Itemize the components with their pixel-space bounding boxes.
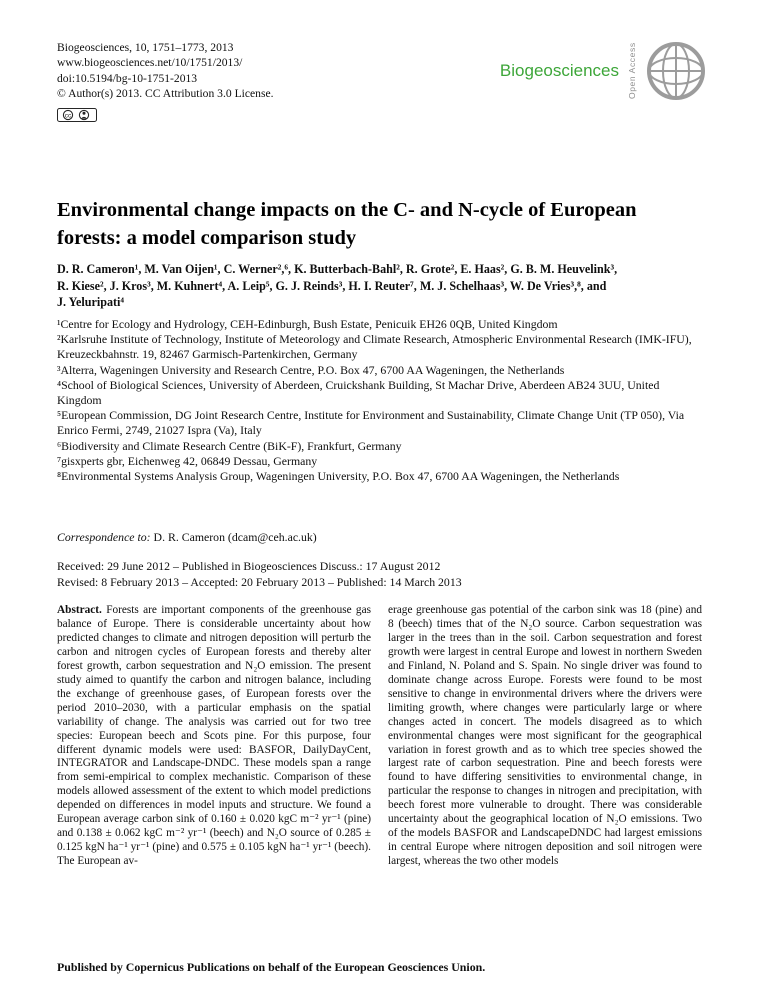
dates-block [57,558,703,590]
title-line-2: forests: a model comparison study [57,226,357,249]
affiliation: ⁸Environmental Systems Analysis Group, Wageningen University, P.O. Box 47, 6700 AA Wageningen, the Netherlands [57,469,620,484]
egu-globe-logo [645,40,707,102]
author-line: D. R. Cameron¹, M. Van Oijen¹, C. Werner²,⁶, K. Butterbach-Bahl², R. Grote², E. Haas², G. B. M. Heuvelink³, [57,262,618,276]
affiliation: ⁵European Commission, DG Joint Research Centre, Institute for Environment and Sustainability, Climate Change Unit (TP 050), Via Enrico Fermi, 2749, 21027 Ispra (Va), Italy [57,408,685,438]
publisher-footer: Published by Copernicus Publications on behalf of the European Geosciences Union. [57,960,486,974]
received-published-line: Received: 29 June 2012 – Published in Biogeosciences Discuss.: 17 August 2012 [57,559,441,573]
correspondence-contact[interactable]: D. R. Cameron (dcam@ceh.ac.uk) [153,530,317,544]
abstract-left-column [57,604,371,869]
journal-name: Biogeosciences [499,61,619,80]
journal-citation: Biogeosciences, 10, 1751–1773, 2013 [57,41,234,54]
affiliation: ³Alterra, Wageningen University and Research Centre, P.O. Box 47, 6700 AA Wageningen, the Netherlands [57,362,565,377]
author-line: R. Kiese², J. Kros³, M. Kuhnert⁴, A. Leip⁵, G. J. Reinds³, H. I. Reuter⁷, M. J. Schelhaas³, W. De Vries³,⁸, and [57,278,607,293]
abstract-right-column [388,604,702,869]
svg-text:cc: cc [64,112,72,120]
affiliation: ¹Centre for Ecology and Hydrology, CEH-Edinburgh, Bush Estate, Penicuik EH26 0QB, United Kingdom [57,317,558,331]
paper-url[interactable]: www.biogeosciences.net/10/1751/2013/ [57,56,243,70]
affiliation: ²Karlsruhe Institute of Technology, Institute of Meteorology and Climate Research, Atmospheric Environmental Research (IMK-IFU), Kreuzeckbahnstr. 19, 82467 Garmisch-Partenkirchen, Germany [57,332,692,362]
abstract-section [57,604,703,869]
affiliation: ⁷gisxperts gbr, Eichenweg 42, 06849 Dessau, Germany [57,453,318,468]
author-list [57,261,707,311]
title-line-1: Environmental change impacts on the C- and N-cycle of European [57,199,637,221]
correspondence-label: Correspondence to: [57,530,151,544]
license-line: © Author(s) 2013. CC Attribution 3.0 License. [57,86,274,100]
affiliation-list [57,317,703,484]
affiliation: ⁶Biodiversity and Climate Research Centre (BiK-F), Frankfurt, Germany [57,438,402,453]
abstract-label: Abstract. [57,604,102,616]
cc-by-badge-icon[interactable] [57,108,97,126]
affiliation: ⁴School of Biological Sciences, University of Aberdeen, Cruickshank Building, St Machar Drive, Aberdeen AB24 3UU, United Kingdom [57,377,660,408]
correspondence-line [57,530,703,545]
open-access-label: Open Access [627,42,637,100]
journal-brand [500,38,707,104]
paper-title [57,197,703,252]
citation-block [57,40,274,126]
abstract-left-text: Forests are important components of the greenhouse gas balance of Europe. There is considerable uncertainty about how predicted changes to climate and nitrogen deposition will perturb the carbon and nitrogen cycles of European forests and thereby alter forest growth, carbon sequestration and N₂O emission. The present study aimed to quantify the carbon and nitrogen balance, including the exchange of greenhouse gases, of European forests over the period 2010–2030, with a particular emphasis on the spatial variability of change. The analysis was carried out for two tree species: European beech and Scots pine. For this purpose, four different dynamic models were used: BASFOR, DailyDayCent, INTEGRATOR and Landscape-DNDC. These models span a range from semi-empirical to complex mechanistic. Comparison of these models allowed assessment of the extent to which model predictions depended on differences in model inputs and structure. We found a European average carbon sink of 0.160 ± 0.020 kgC m⁻² yr⁻¹ (pine) and 0.138 ± 0.062 kgC m⁻² yr⁻¹ (beech) and N₂O source of 0.285 ± 0.125 kgN ha⁻¹ yr⁻¹ (pine) and 0.575 ± 0.105 kgN ha⁻¹ yr⁻¹ (beech). The European av- [57,604,371,868]
revised-accepted-line: Revised: 8 February 2013 – Accepted: 20 February 2013 – Published: 14 March 2013 [57,575,462,590]
author-line: J. Yeluripati⁴ [57,295,125,310]
abstract-right-text: erage greenhouse gas potential of the carbon sink was 18 (pine) and 8 (beech) times that of the N₂O source. Carbon sequestration was larger in the trees than in the soil. Carbon sequestration and forest growth were largest in central Europe and lowest in northern Sweden and Finland, N. Poland and S. Spain. No single driver was found to dominate change across Europe. Forests were found to be most sensitive to change in environmental drivers where the drivers were limiting growth, where changes were particularly large or where changes acted in concert. The models disagreed as to which environmental changes were most significant for the geographical variation in forest growth and as to which tree species showed the largest rate of carbon sequestration. Pine and beech forests were found to have differing sensitivities to environmental change, in particular the response to changes in nitrogen and precipitation, with beech forest more vulnerable to drought. There was considerable uncertainty about the geographical location of N₂O emissions. Two of the models BASFOR and LandscapeDNDC had largest emissions in central Europe where nitrogen deposition and soil nitrogen were largest, whereas the two other models [388,604,702,868]
paper-doi[interactable]: doi:10.5194/bg-10-1751-2013 [57,71,198,85]
